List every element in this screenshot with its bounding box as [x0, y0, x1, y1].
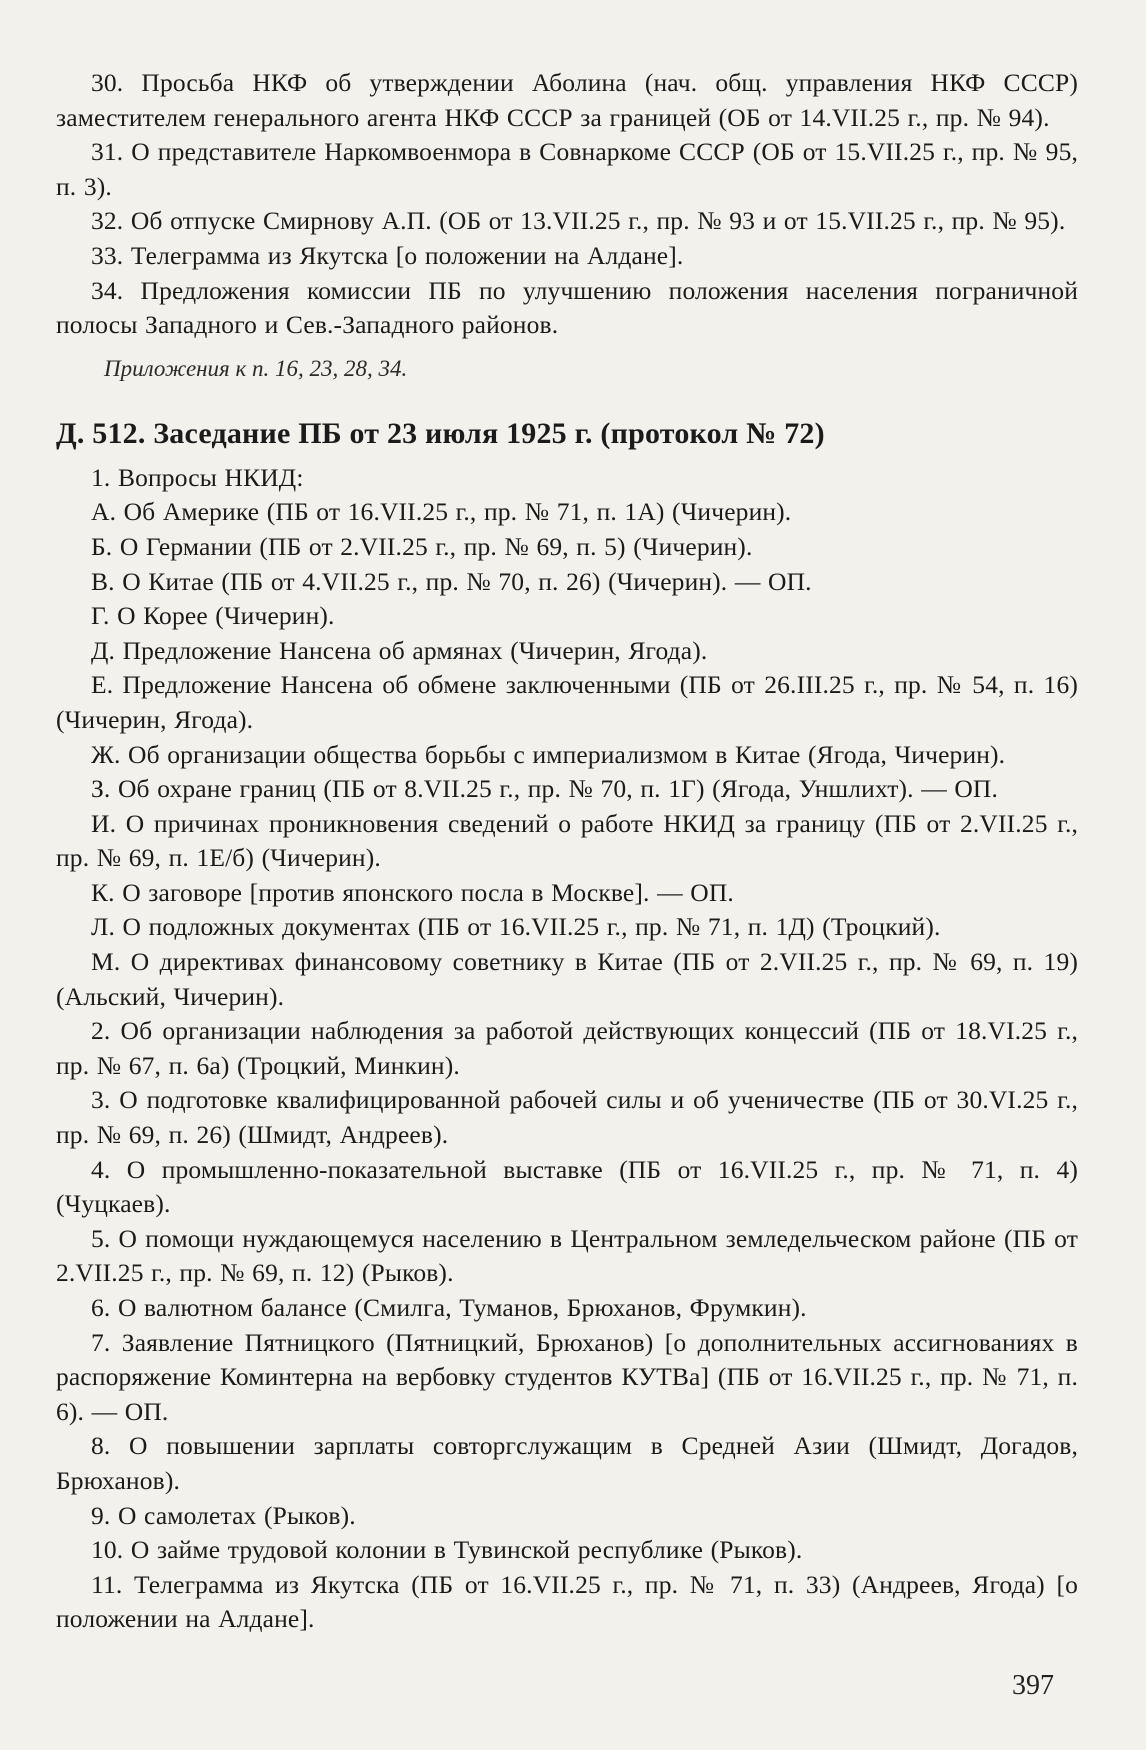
list-item: 34. Предложения комиссии ПБ по улучшению положения населения пограничной полосы Западного и Сев.-Западного районов. [56, 275, 1078, 340]
page-content [56, 66, 1078, 1637]
agenda-item: 5. О помощи нуждающемуся населению в Центральном земледельческом районе (ПБ от 2.VII.25 г., пр. № 69, п. 12) (Рыков). [56, 1223, 1078, 1288]
agenda-item: В. О Китае (ПБ от 4.VII.25 г., пр. № 70, п. 26) (Чичерин). — ОП. [91, 566, 812, 596]
appendix-note: Приложения к п. 16, 23, 28, 34. [104, 355, 408, 381]
agenda-item: 4. О промышленно-показательной выставке (ПБ от 16.VII.25 г., пр. № 71, п. 4) (Чуцкаев). [56, 1154, 1078, 1219]
agenda-item: З. Об охране границ (ПБ от 8.VII.25 г., пр. № 70, п. 1Г) (Ягода, Уншлихт). — ОП. [91, 774, 999, 804]
agenda-item: Л. О подложных документах (ПБ от 16.VII.25 г., пр. № 71, п. 1Д) (Троцкий). [91, 912, 941, 942]
agenda-item: Д. Предложение Нансена об армянах (Чичерин, Ягода). [91, 635, 708, 665]
agenda-item: 2. Об организации наблюдения за работой действующих концессий (ПБ от 18.VI.25 г., пр. № 67, п. 6а) (Троцкий, Минкин). [56, 1016, 1078, 1080]
page-number: 397 [1012, 1670, 1054, 1701]
agenda-item: Ж. Об организации общества борьбы с империализмом в Китае (Ягода, Чичерин). [91, 739, 1006, 769]
list-item: 31. О представителе Наркомвоенмора в Совнаркоме СССР (ОБ от 15.VII.25 г., пр. № 95, п. 3). [56, 137, 1078, 201]
agenda-item: 1. Вопросы НКИД: [91, 462, 304, 492]
list-item: 30. Просьба НКФ об утверждении Аболина (нач. общ. управления НКФ СССР) заместителем генерального агента НКФ СССР за границей (ОБ от 14.VII.25 г., пр. № 94). [56, 68, 1078, 132]
agenda-item: Е. Предложение Нансена об обмене заключенными (ПБ от 26.III.25 г., пр. № 54, п. 16) (Чичерин, Ягода). [56, 670, 1078, 734]
agenda-item: М. О директивах финансовому советнику в Китае (ПБ от 2.VII.25 г., пр. № 69, п. 19) (Альский, Чичерин). [56, 947, 1078, 1011]
agenda-item: Б. О Германии (ПБ от 2.VII.25 г., пр. № 69, п. 5) (Чичерин). [91, 531, 753, 561]
agenda-item: 9. О самолетах (Рыков). [91, 1500, 356, 1530]
list-item: 32. Об отпуске Смирнову А.П. (ОБ от 13.VII.25 г., пр. № 93 и от 15.VII.25 г., пр. № 95). [91, 206, 1066, 236]
agenda-item: 8. О повышении зарплаты совторгслужащим в Средней Азии (Шмидт, Догадов, Брюханов). [56, 1431, 1078, 1495]
agenda-item: 7. Заявление Пятницкого (Пятницкий, Брюханов) [о дополнительных ассигнованиях в распоряжение Коминтерна на вербовку студентов КУТВа] (ПБ от 16.VII.25 г., пр. № 71, п. 6). — ОП. [56, 1327, 1078, 1426]
agenda-item: 3. О подготовке квалифицированной рабочей силы и об ученичестве (ПБ от 30.VI.25 г., пр. № 69, п. 26) (Шмидт, Андреев). [56, 1085, 1078, 1150]
agenda-item: 10. О займе трудовой колонии в Тувинской республике (Рыков). [91, 1535, 803, 1565]
agenda-item: И. О причинах проникновения сведений о работе НКИД за границу (ПБ от 2.VII.25 г., пр. № 69, п. 1Е/б) (Чичерин). [56, 808, 1078, 873]
agenda-item: 11. Телеграмма из Якутска (ПБ от 16.VII.25 г., пр. № 71, п. 33) (Андреев, Ягода) [о положении на Алдане]. [56, 1569, 1078, 1634]
section-heading: Д. 512. Заседание ПБ от 23 июля 1925 г. (протокол № 72) [56, 416, 825, 450]
agenda-item: Г. О Корее (Чичерин). [91, 601, 335, 631]
agenda-item: К. О заговоре [против японского посла в Москве]. — ОП. [91, 877, 734, 907]
list-item: 33. Телеграмма из Якутска [о положении на Алдане]. [91, 240, 684, 270]
agenda-item: 6. О валютном балансе (Смилга, Туманов, Брюханов, Фрумкин). [91, 1293, 807, 1322]
agenda-item: А. Об Америке (ПБ от 16.VII.25 г., пр. № 71, п. 1А) (Чичерин). [91, 497, 792, 527]
